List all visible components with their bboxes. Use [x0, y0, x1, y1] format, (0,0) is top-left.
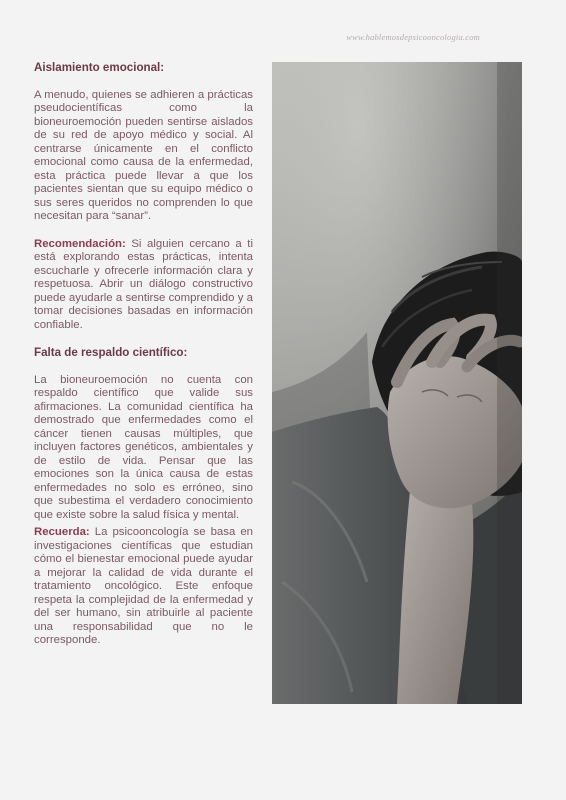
heading-aislamiento: Aislamiento emocional: [34, 61, 165, 74]
paragraph-aislamiento: A menudo, quienes se adhieren a prácticas pseudocientíficas como la bioneuroemoción pueden sentirse aislados de su red de apoyo médico y social. Al centrarse únicamente en el conflicto emocional como causa de la enfermedad, esta práctica puede llevar a que los pacientes sientan que su equipo médico o sus seres queridos no comprenden lo que necesitan para “sanar”. [34, 88, 253, 222]
paragraph-recuerda [34, 526, 253, 648]
heading-respaldo: Falta de respaldo científico: [34, 346, 188, 359]
article-text-column [34, 61, 253, 662]
lead-recomendacion: Recomendación: [34, 237, 126, 250]
lead-recuerda: Recuerda: [34, 526, 90, 538]
distressed-person-photo [272, 62, 522, 704]
site-url: www.hablemosdepsicooncologia.com [346, 32, 480, 42]
text-recomendacion: Si alguien cercano a ti está explorando estas prácticas, intenta escucharle y ofrecerle información clara y respetuosa. Abrir un diálogo constructivo puede ayudarle a sentirse comprendido y a tomar decisiones basadas en información confiable. [34, 237, 253, 331]
text-recuerda: La psicooncología se basa en investigaciones científicas que estudian cómo el bienestar emocional puede ayudar a mejorar la calidad de vida durante el tratamiento oncológico. Este enfoque respeta la complejidad de la enfermedad y del ser humano, sin atribuirle al paciente una responsabilidad que no le corresponde. [34, 526, 253, 646]
paragraph-recomendacion [34, 238, 253, 333]
paragraph-respaldo: La bioneuroemoción no cuenta con respaldo científico que valide sus afirmaciones. La comunidad científica ha demostrado que enfermedades como el cáncer tienen causas múltiples, que incluyen factores genéticos, ambientales y de estilo de vida. Pensar que las emociones son la única causa de estas enfermedades no solo es erróneo, sino que subestima el verdadero conocimiento que existe sobre la salud física y mental. [34, 373, 253, 521]
